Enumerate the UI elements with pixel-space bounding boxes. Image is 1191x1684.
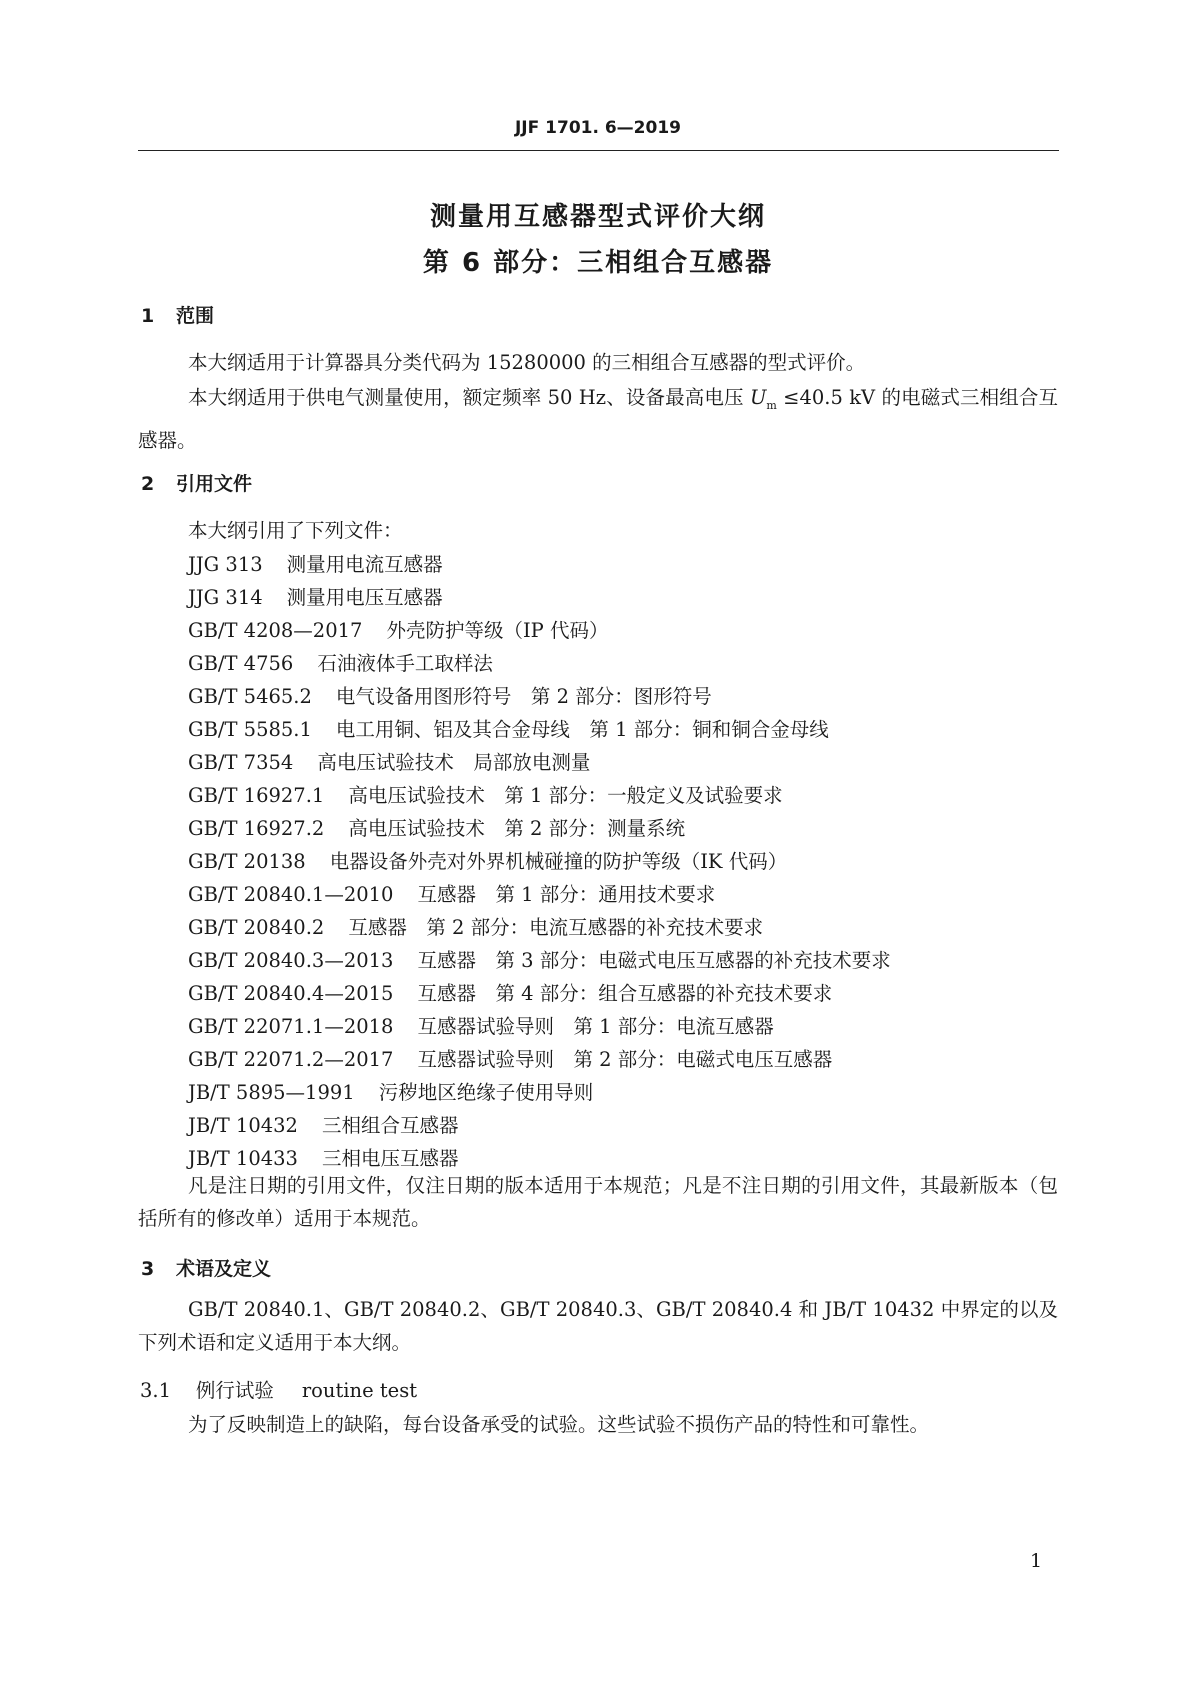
reference-item: JB/T 10432 三相组合互感器 (188, 1114, 459, 1137)
reference-item: GB/T 20840.3—2013 互感器 第 3 部分：电磁式电压互感器的补充技术要求 (188, 949, 891, 972)
section-number: 3 (141, 1258, 155, 1280)
term-definition: 为了反映制造上的缺陷，每台设备承受的试验。这些试验不损伤产品的特性和可靠性。 (188, 1413, 930, 1436)
reference-item: GB/T 5465.2 电气设备用图形符号 第 2 部分：图形符号 (188, 685, 712, 708)
reference-item: GB/T 20840.4—2015 互感器 第 4 部分：组合互感器的补充技术要求 (188, 982, 833, 1005)
section-number: 2 (141, 473, 155, 495)
reference-item: JB/T 10433 三相电压互感器 (188, 1147, 459, 1170)
section-2-heading (141, 469, 252, 496)
term-chinese: 例行试验 (195, 1379, 274, 1402)
header-rule (138, 150, 1059, 151)
doc-title-line2: 第 6 部分：三相组合互感器 (422, 248, 774, 278)
section-1-paragraph-1: 本大纲适用于计算器具分类代码为 15280000 的三相组合互感器的型式评价。 (188, 351, 866, 374)
section-number: 1 (141, 305, 155, 327)
section-3-paragraph: GB/T 20840.1、GB/T 20840.2、GB/T 20840.3、GB/T 20840.4 和 JB/T 10432 中界定的以及下列术语和定义适用于本大纲。 (138, 1298, 1058, 1354)
section-3-heading (141, 1254, 271, 1281)
um-subscript: m (766, 398, 777, 412)
reference-item: GB/T 16927.2 高电压试验技术 第 2 部分：测量系统 (188, 817, 686, 840)
document-code-header: JJF 1701. 6—2019 (514, 118, 681, 138)
term-3-1 (140, 1375, 417, 1403)
reference-item: GB/T 5585.1 电工用铜、铝及其合金母线 第 1 部分：铜和铜合金母线 (188, 718, 829, 741)
reference-item: GB/T 16927.1 高电压试验技术 第 1 部分：一般定义及试验要求 (188, 784, 783, 807)
reference-item: GB/T 4756 石油液体手工取样法 (188, 652, 493, 675)
reference-item: JJG 314 测量用电压互感器 (188, 586, 443, 609)
section-title: 范围 (176, 305, 215, 327)
section-2-closing: 凡是注日期的引用文件，仅注日期的版本适用于本规范；凡是不注日期的引用文件，其最新版本（包括所有的修改单）适用于本规范。 (138, 1174, 1058, 1230)
um-symbol: U (749, 386, 767, 409)
reference-item: JB/T 5895—1991 污秽地区绝缘子使用导则 (188, 1081, 594, 1104)
term-number: 3.1 (140, 1379, 172, 1402)
term-english: routine test (301, 1379, 418, 1402)
reference-item: GB/T 7354 高电压试验技术 局部放电测量 (188, 751, 591, 774)
reference-item: GB/T 4208—2017 外壳防护等级（IP 代码） (188, 619, 609, 642)
reference-item: JJG 313 测量用电流互感器 (188, 553, 443, 576)
section-1-paragraph-2: 本大纲适用于供电气测量使用，额定频率 50 Hz、设备最高电压 $U_m \le 40.5$ kV 的电磁式三相组合互感器。 (138, 386, 1058, 452)
section-2-intro: 本大纲引用了下列文件： (188, 519, 403, 542)
section-title: 引用文件 (176, 473, 253, 495)
reference-item: GB/T 20840.2 互感器 第 2 部分：电流互感器的补充技术要求 (188, 916, 764, 939)
reference-item: GB/T 22071.1—2018 互感器试验导则 第 1 部分：电流互感器 (188, 1015, 774, 1038)
reference-item: GB/T 22071.2—2017 互感器试验导则 第 2 部分：电磁式电压互感器 (188, 1048, 833, 1071)
page-number: 1 (1030, 1550, 1043, 1572)
reference-item: GB/T 20840.1—2010 互感器 第 1 部分：通用技术要求 (188, 883, 716, 906)
reference-item: GB/T 20138 电器设备外壳对外界机械碰撞的防护等级（IK 代码） (188, 850, 788, 873)
doc-title-line1: 测量用互感器型式评价大纲 (429, 202, 766, 232)
section-1-heading (141, 301, 214, 328)
section-title: 术语及定义 (176, 1258, 272, 1280)
